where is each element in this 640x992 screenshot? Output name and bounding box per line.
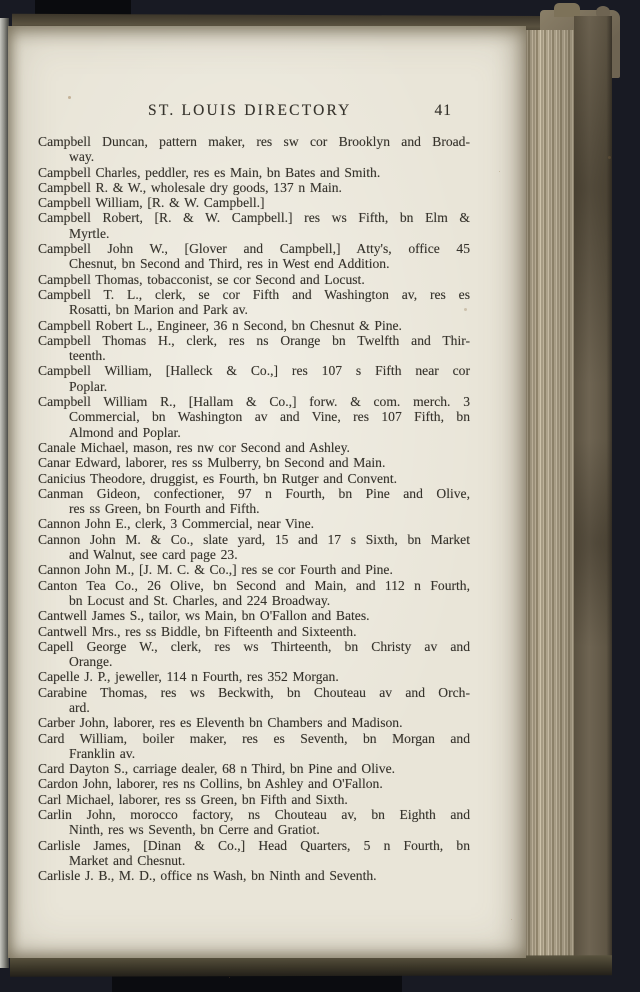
directory-entry: [38, 287, 470, 318]
directory-entry: [38, 761, 470, 776]
directory-entry-line: Poplar.: [69, 378, 108, 394]
directory-entry: [38, 807, 470, 838]
directory-entry-line: Canton Tea Co., 26 Olive, bn Second and Main, and 112 n Fourth,: [38, 577, 470, 593]
directory-entry-line: Cantwell James S., tailor, ws Main, bn O'Fallon and Bates.: [38, 608, 370, 624]
directory-entry-line: Canar Edward, laborer, res ss Mulberry, bn Second and Main.: [38, 455, 386, 471]
directory-entry-line: way.: [69, 149, 95, 165]
directory-entry-line: Campbell R. & W., wholesale dry goods, 137 n Main.: [38, 179, 342, 195]
directory-entry: [38, 440, 470, 455]
directory-entry-line: Rosatti, bn Marion and Park av.: [69, 302, 248, 318]
directory-entry-line: Campbell Thomas H., clerk, res ns Orange bn Twelfth and Thir-: [38, 332, 470, 348]
directory-entry-line: Canicius Theodore, druggist, es Fourth, bn Rutger and Convent.: [38, 470, 398, 486]
directory-entry-line: bn Locust and St. Charles, and 224 Broadway.: [69, 592, 331, 608]
directory-entry: [38, 578, 470, 609]
directory-entry: [38, 776, 470, 791]
directory-entry-line: Campbell Charles, peddler, res es Main, bn Bates and Smith.: [38, 164, 381, 180]
directory-entry: [38, 486, 470, 517]
directory-entry: [38, 516, 470, 531]
directory-entry-line: Cannon John M. & Co., slate yard, 15 and 17 s Sixth, bn Market: [38, 531, 470, 547]
directory-entry-line: Cardon John, laborer, res ns Collins, bn Ashley and O'Fallon.: [38, 776, 383, 792]
directory-entry-line: teenth.: [69, 348, 106, 364]
directory-entry: [38, 608, 470, 623]
directory-entry-line: Campbell Robert, [R. & W. Campbell.] res ws Fifth, bn Elm &: [38, 210, 470, 226]
book-fore-edge-pages: [524, 30, 576, 962]
directory-entry-line: Capell George W., clerk, res ws Thirteenth, bn Christy av and: [38, 638, 470, 654]
directory-entry: [38, 241, 470, 272]
directory-entry-line: Myrtle.: [69, 225, 110, 241]
page-content: [38, 103, 470, 884]
book-cover-right-edge: [574, 16, 612, 974]
directory-entry-line: ard.: [69, 699, 90, 715]
directory-entry-line: Canman Gideon, confectioner, 97 n Fourth, bn Pine and Olive,: [38, 485, 470, 501]
directory-entry: [38, 272, 470, 287]
page-header: [38, 103, 470, 124]
directory-entry: [38, 532, 470, 563]
directory-entry-line: Carl Michael, laborer, res ss Green, bn Fifth and Sixth.: [38, 791, 348, 807]
directory-list: [38, 134, 470, 884]
directory-entry-line: Cannon John E., clerk, 3 Commercial, near Vine.: [38, 516, 315, 532]
directory-entry: [38, 471, 470, 486]
directory-entry-line: Campbell Duncan, pattern maker, res sw cor Brooklyn and Broad-: [38, 134, 470, 149]
directory-entry-line: Commercial, bn Washington av and Vine, res 107 Fifth, bn: [69, 409, 470, 425]
directory-entry-line: Campbell William, [R. & W. Campbell.]: [38, 195, 265, 211]
directory-entry: [38, 134, 470, 165]
directory-entry: [38, 838, 470, 869]
directory-entry-line: Chesnut, bn Second and Third, res in West end Addition.: [69, 256, 390, 272]
directory-entry: [38, 394, 470, 440]
directory-entry-line: Market and Chesnut.: [69, 852, 186, 868]
directory-entry-line: Canale Michael, mason, res nw cor Second and Ashley.: [38, 439, 350, 455]
directory-entry-line: Carber John, laborer, res es Eleventh bn Chambers and Madison.: [38, 715, 403, 731]
directory-title: ST. LOUIS DIRECTORY: [148, 102, 352, 119]
directory-entry-line: Campbell Robert L., Engineer, 36 n Second, bn Chesnut & Pine.: [38, 317, 402, 333]
directory-entry: [38, 180, 470, 195]
directory-entry-line: Campbell William R., [Hallam & Co.,] forw. & com. merch. 3: [38, 394, 470, 410]
directory-entry-line: Campbell John W., [Glover and Campbell,] Atty's, office 45: [38, 241, 470, 257]
directory-entry-line: Almond and Poplar.: [69, 424, 181, 440]
directory-entry: [38, 333, 470, 364]
directory-entry: [38, 455, 470, 470]
directory-entry: [38, 639, 470, 670]
directory-entry: [38, 363, 470, 394]
directory-entry-line: Carlin John, morocco factory, ns Chouteau av, bn Eighth and: [38, 807, 470, 823]
page-foxing-speckles: [68, 96, 71, 99]
directory-entry-line: Campbell William, [Halleck & Co.,] res 107 s Fifth near cor: [38, 363, 470, 379]
directory-entry-line: Card Dayton S., carriage dealer, 68 n Third, bn Pine and Olive.: [38, 761, 396, 777]
page-number: 41: [434, 102, 452, 119]
directory-entry-line: Campbell Thomas, tobacconist, se cor Second and Locust.: [38, 271, 365, 287]
directory-entry-line: Ninth, res ws Seventh, bn Cerre and Gratiot.: [69, 822, 320, 838]
directory-entry-line: Carlisle J. B., M. D., office ns Wash, bn Ninth and Seventh.: [38, 868, 377, 884]
directory-entry-line: Orange.: [69, 654, 113, 670]
directory-entry: [38, 868, 470, 883]
directory-entry-line: res ss Green, bn Fourth and Fifth.: [69, 501, 260, 517]
directory-entry-line: Carlisle James, [Dinan & Co.,] Head Quarters, 5 n Fourth, bn: [38, 837, 470, 853]
book-cover-corner-bump: [554, 3, 580, 17]
directory-entry: [38, 715, 470, 730]
directory-entry: [38, 731, 470, 762]
directory-entry: [38, 210, 470, 241]
directory-entry: [38, 165, 470, 180]
directory-entry-line: Card William, boiler maker, res es Seventh, bn Morgan and: [38, 730, 470, 746]
directory-entry-line: Campbell T. L., clerk, se cor Fifth and Washington av, res es: [38, 286, 470, 302]
directory-entry: [38, 562, 470, 577]
directory-entry: [38, 318, 470, 333]
directory-entry-line: Franklin av.: [69, 745, 136, 761]
directory-entry-line: and Walnut, see card page 23.: [69, 547, 238, 563]
directory-entry: [38, 685, 470, 716]
directory-entry-line: Capelle J. P., jeweller, 114 n Fourth, res 352 Morgan.: [38, 669, 339, 685]
directory-entry: [38, 624, 470, 639]
directory-entry: [38, 195, 470, 210]
directory-entry-line: Carabine Thomas, res ws Beckwith, bn Chouteau av and Orch-: [38, 684, 470, 700]
directory-entry: [38, 669, 470, 684]
book-cover-bottom-edge: [10, 955, 612, 977]
directory-entry: [38, 792, 470, 807]
directory-entry-line: Cantwell Mrs., res ss Biddle, bn Fifteenth and Sixteenth.: [38, 623, 357, 639]
directory-entry-line: Cannon John M., [J. M. C. & Co.,] res se cor Fourth and Pine.: [38, 562, 393, 578]
book-page: [8, 26, 526, 958]
